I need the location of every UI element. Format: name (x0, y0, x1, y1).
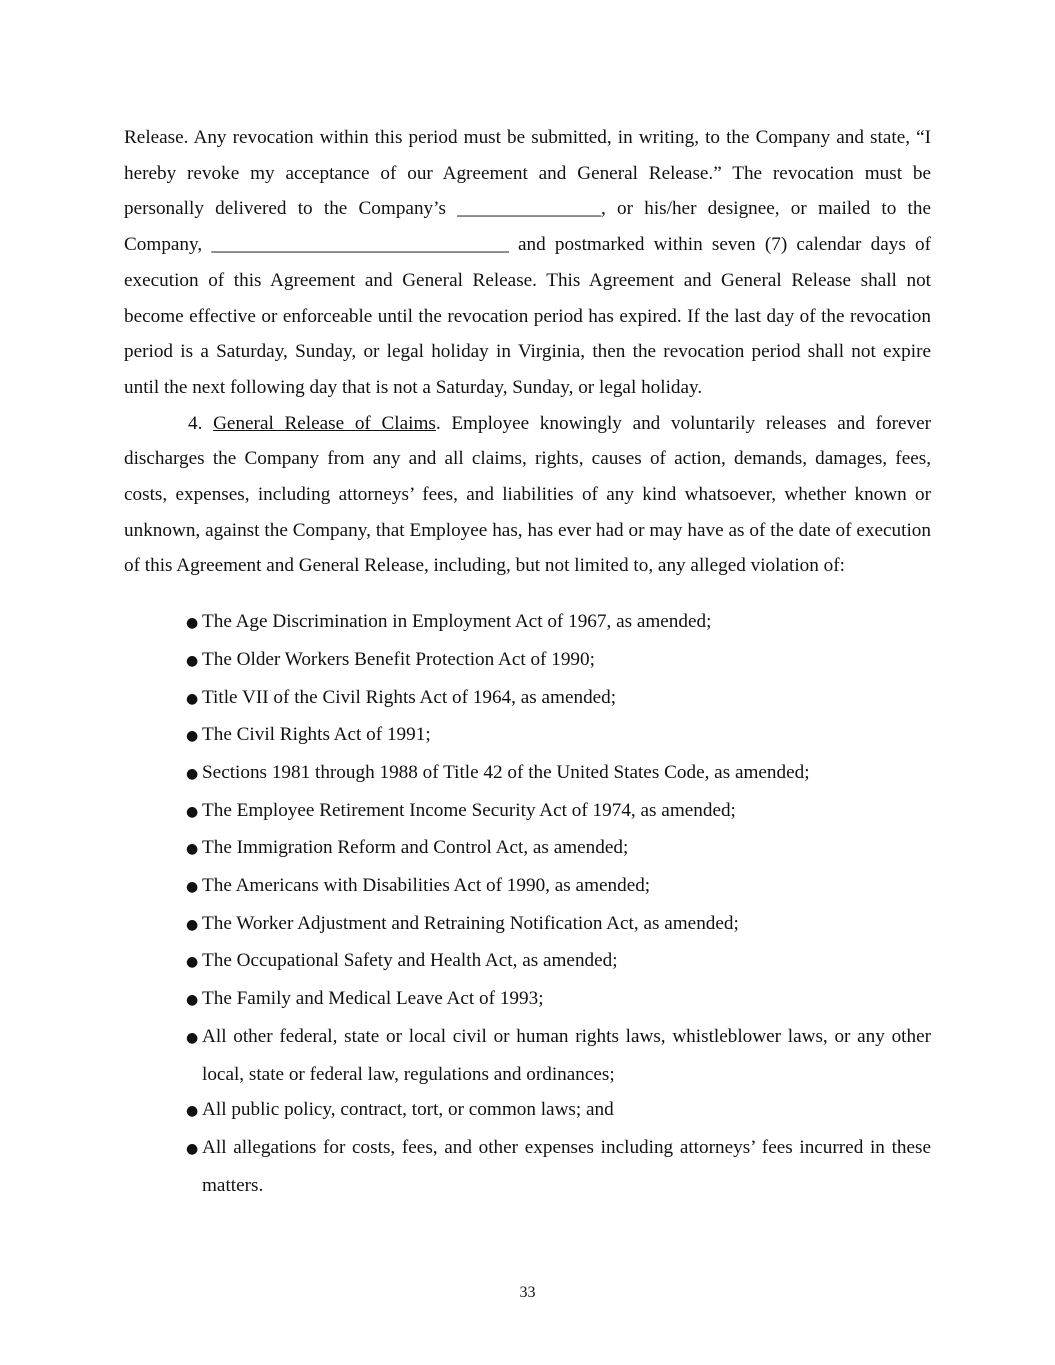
list-item-text: Title VII of the Civil Rights Act of 1964, as amended; (202, 686, 617, 708)
list-item (124, 1092, 931, 1130)
list-item (124, 868, 931, 906)
bullet-icon: ● (186, 879, 199, 896)
list-item (124, 1019, 931, 1092)
document-body (124, 120, 931, 1203)
list-item-text: The Occupational Safety and Health Act, as amended; (202, 950, 618, 972)
list-item (124, 943, 931, 981)
list-item-text: The Family and Medical Leave Act of 1993; (202, 988, 544, 1010)
list-item-text: The Immigration Reform and Control Act, as amended; (202, 837, 629, 859)
bullet-icon: ● (186, 992, 199, 1009)
list-item (124, 604, 931, 642)
list-item (124, 755, 931, 793)
bullet-icon: ● (186, 765, 199, 782)
list-item (124, 793, 931, 831)
bullet-icon: ● (186, 690, 199, 707)
bullet-icon: ● (186, 841, 199, 858)
page-number: 33 (519, 1284, 536, 1301)
list-item-text: All other federal, state or local civil or human rights laws, whistleblower laws, or any other local, state or federal law, regulations and ordinances; (202, 1025, 931, 1085)
section-text: . Employee knowingly and voluntarily releases and forever discharges the Company from any and all claims, rights, causes of action, demands, damages, fees, costs, expenses, including attorneys’ fees, and liabilities of any kind whatsoever, whether known or unknown, against the Company, that Employee has, has ever had or may have as of the date of execution of this Agreement and General Release, including, but not limited to, any alleged violation of: (124, 412, 932, 577)
list-item-text: The Older Workers Benefit Protection Act of 1990; (202, 648, 595, 670)
list-item-text: All allegations for costs, fees, and other expenses including attorneys’ fees incurred in these matters. (202, 1136, 931, 1196)
claims-list (124, 604, 931, 1203)
section-heading: General Release of Claims (213, 412, 436, 434)
section-number: 4. (188, 412, 203, 434)
list-item (124, 981, 931, 1019)
list-item (124, 906, 931, 944)
bullet-icon: ● (186, 1140, 199, 1157)
list-item-text: Sections 1981 through 1988 of Title 42 of the United States Code, as amended; (202, 761, 810, 783)
list-item-text: The Age Discrimination in Employment Act of 1967, as amended; (202, 611, 712, 633)
bullet-icon: ● (186, 803, 199, 820)
bullet-icon: ● (186, 954, 199, 971)
list-item-text: The Employee Retirement Income Security Act of 1974, as amended; (202, 799, 736, 821)
list-item (124, 642, 931, 680)
list-item (124, 830, 931, 868)
list-item-text: The Americans with Disabilities Act of 1990, as amended; (202, 875, 651, 897)
list-item-text: All public policy, contract, tort, or common laws; and (202, 1099, 614, 1121)
revocation-paragraph: Release. Any revocation within this period must be submitted, in writing, to the Company and state, “I hereby revoke my acceptance of our Agreement and General Release.” The revocation must be personally delivered to the Company’s _______________, or his/her designee, or mailed to the Company, _______________________________ and postmarked within seven (7) calendar days of execution of this Agreement and General Release. This Agreement and General Release shall not become effective or enforceable until the revocation period has expired. If the last day of the revocation period is a Saturday, Sunday, or legal holiday in Virginia, then the revocation period shall not expire until the next following day that is not a Saturday, Sunday, or legal holiday. (124, 127, 931, 398)
general-release-paragraph (124, 406, 931, 585)
bullet-icon: ● (186, 1103, 199, 1120)
list-item (124, 680, 931, 718)
bullet-icon: ● (186, 652, 199, 669)
bullet-icon: ● (186, 615, 199, 632)
list-item-text: The Worker Adjustment and Retraining Notification Act, as amended; (202, 912, 739, 934)
bullet-icon: ● (186, 1029, 199, 1046)
list-item-text: The Civil Rights Act of 1991; (202, 724, 431, 746)
bullet-icon: ● (186, 728, 199, 745)
list-item (124, 717, 931, 755)
bullet-icon: ● (186, 916, 199, 933)
list-item (124, 1130, 931, 1203)
